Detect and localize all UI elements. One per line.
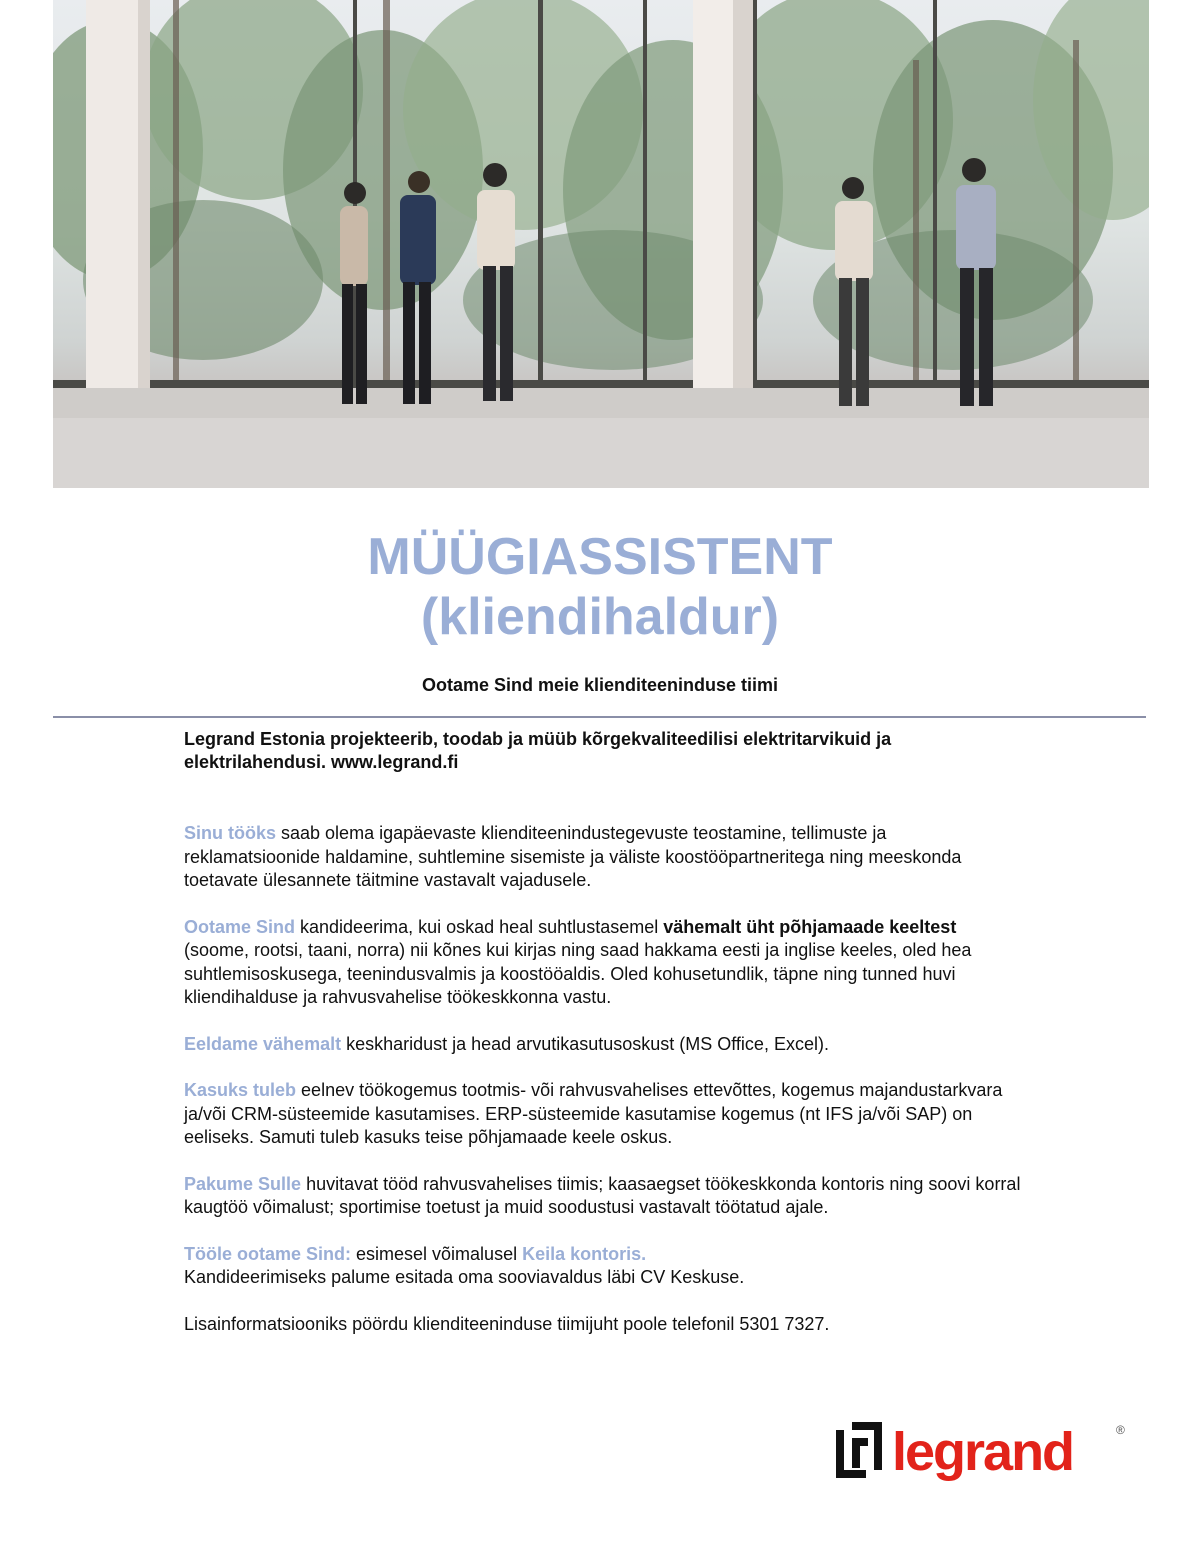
paragraph-advantages-text: eelnev töökogemus tootmis- või rahvusvahelises ettevõttes, kogemus majandustarkvara ja/või CRM-süsteemide kasutamises. ERP-süsteemide kasutamise kogemus (nt IFS ja/või SAP) on eeliseks. Samuti tuleb kasuks teise põhjamaade keele oskus. xyxy=(184,1080,1003,1147)
paragraph-duties-lead: Sinu tööks xyxy=(184,823,277,843)
subtitle: Ootame Sind meie klienditeeninduse tiimi xyxy=(421,675,779,695)
paragraph-requirements xyxy=(184,916,1024,1010)
paragraph-location xyxy=(184,1243,1024,1290)
paragraph-education-text: keskharidust ja head arvutikasutusoskust (MS Office, Excel). xyxy=(341,1033,829,1054)
paragraph-offer xyxy=(184,1173,1024,1220)
paragraph-education xyxy=(184,1033,1024,1057)
paragraph-duties xyxy=(184,822,1024,893)
paragraph-location-place: Keila kontoris. xyxy=(522,1243,647,1264)
job-title-line2: (kliendihaldur) xyxy=(420,588,780,646)
job-title xyxy=(0,528,1200,646)
legrand-logo-text: legrand xyxy=(892,1422,1074,1482)
paragraph-location-lead: Tööle ootame Sind: xyxy=(184,1243,352,1264)
company-intro: Legrand Estonia projekteerib, toodab ja müüb kõrgekvaliteedilisi elektritarvikuid ja elektrilahendusi. www.legrand.fi xyxy=(184,729,892,772)
paragraph-location-text: esimesel võimalusel xyxy=(351,1243,523,1264)
paragraph-contact xyxy=(184,1313,1024,1337)
divider xyxy=(53,716,1146,718)
paragraph-offer-text: huvitavat tööd rahvusvahelises tiimis; kaasaegset töökeskkonda kontoris ning soovi korral kaugtöö võimalust; sportimise toetust ja muid soodustusi vastavalt töötatud ajale. xyxy=(184,1173,1021,1217)
legrand-logo xyxy=(834,1416,1134,1496)
paragraph-advantages xyxy=(184,1079,1024,1150)
job-description xyxy=(184,728,1024,1359)
paragraph-contact-text: Lisainformatsiooniks pöördu klienditeeninduse tiimijuht poole telefonil 5301 7327. xyxy=(184,1313,830,1334)
legrand-logo-graphic xyxy=(834,1416,1134,1496)
paragraph-requirements-text-a: kandideerima, kui oskad heal suhtlustasemel xyxy=(295,916,664,937)
paragraph-duties-text: saab olema igapäevaste klienditeenindustegevuste teostamine, tellimuste ja reklamatsioonide haldamine, suhtlemine sisemiste ja väliste koostööpartneritega ning meeskonda toetavate ülesannete täitmine vastavalt vajadusele. xyxy=(184,823,962,890)
hero-photo xyxy=(53,0,1149,488)
job-title-line1: MÜÜGIASSISTENT xyxy=(367,528,833,586)
paragraph-requirements-lead: Ootame Sind xyxy=(184,916,296,937)
paragraph-requirements-bold: vähemalt üht põhjamaade keeltest xyxy=(663,916,957,937)
paragraph-requirements-text-b: (soome, rootsi, taani, norra) nii kõnes kui kirjas ning saad hakkama eesti ja inglise keeles, oled hea suhtlemisoskusega, teenindusvalmis ja koostööaldis. Oled kohusetundlik, täpne ning tunned huvi kliendihalduse ja rahvusvahelise töökeskkonna vastu. xyxy=(184,940,972,1007)
hero-illustration xyxy=(53,0,1149,488)
registered-mark: ® xyxy=(1116,1423,1125,1437)
paragraph-offer-lead: Pakume Sulle xyxy=(184,1173,302,1194)
paragraph-location-apply: Kandideerimiseks palume esitada oma sooviavaldus läbi CV Keskuse. xyxy=(184,1267,745,1287)
paragraph-advantages-lead: Kasuks tuleb xyxy=(184,1080,297,1100)
paragraph-education-lead: Eeldame vähemalt xyxy=(184,1033,342,1054)
legrand-logo-mark xyxy=(836,1422,882,1478)
